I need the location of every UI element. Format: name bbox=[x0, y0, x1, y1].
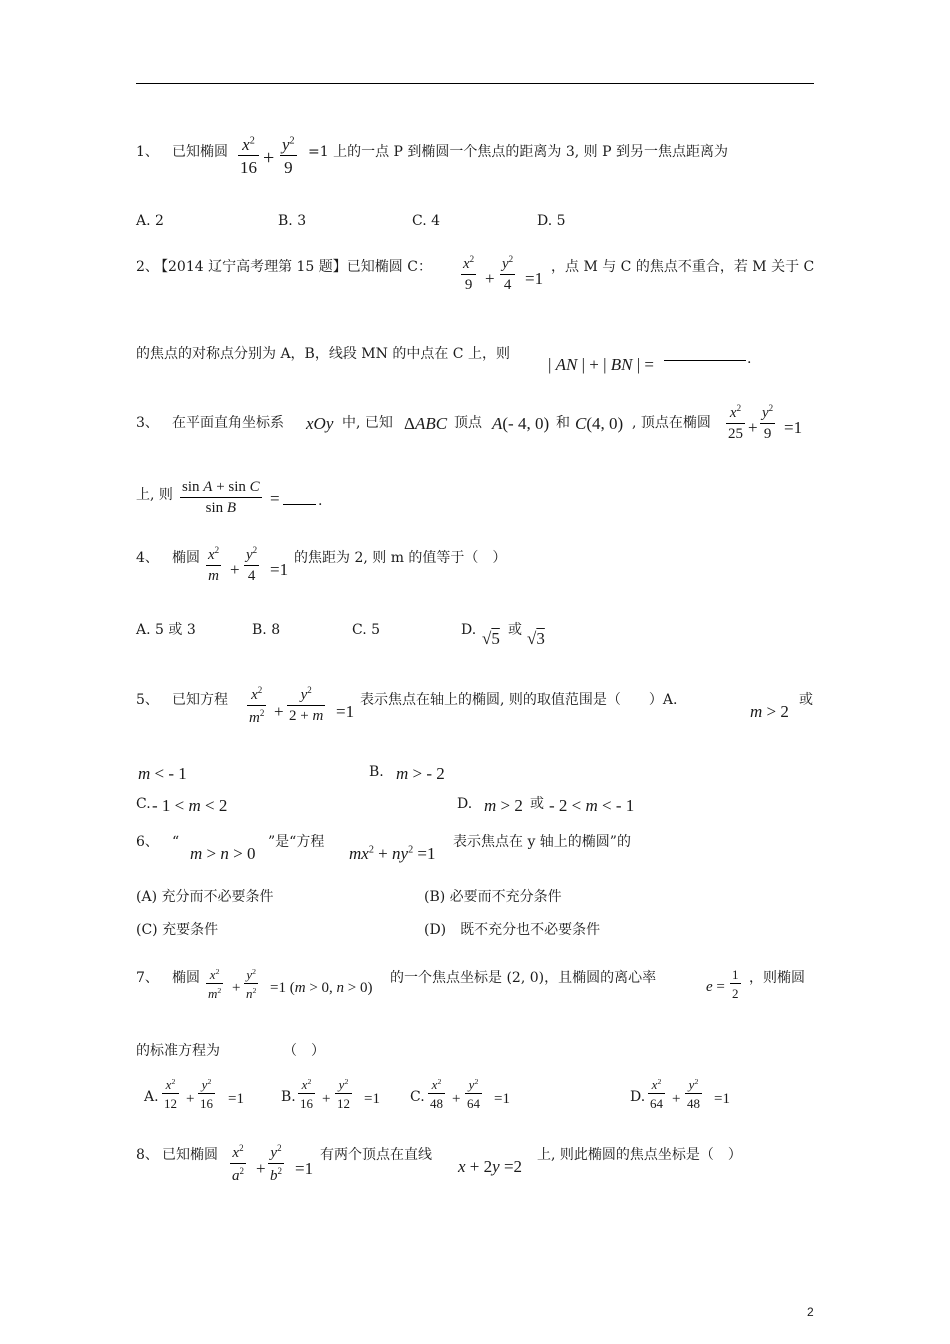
q6-option-b: (B) 必要而不充分条件 bbox=[424, 889, 562, 905]
q3-fraction-y: $y^2$ 9 bbox=[762, 403, 774, 442]
q3-point-a: A(- 4, 0) bbox=[492, 414, 550, 433]
q7-eccentricity-fraction: 1 2 bbox=[732, 967, 739, 1001]
q7-fraction-x: $x^2$ $m^2$ bbox=[208, 967, 222, 1002]
q1-option-c: C. 4 bbox=[412, 213, 441, 229]
q7-line2: 的标准方程为 （ ） bbox=[136, 1043, 325, 1059]
q4-option-d: D. bbox=[461, 622, 477, 638]
q7-option-c-fraction-y: $y^2$ 64 bbox=[467, 1077, 480, 1112]
page-number: 2 bbox=[807, 1305, 814, 1319]
q3-answer-blank bbox=[283, 503, 316, 505]
q2-text-pre: 【2014 辽宁高考理第 15 题】已知椭圆 C： bbox=[154, 259, 432, 275]
q4-sqrt5: √5 bbox=[482, 629, 500, 648]
q2-equals-one: =1 bbox=[525, 269, 544, 288]
q1-text-post: =1 上的一点 P 到椭圆一个焦点的距离为 3, 则 P 到另一焦点距离为 bbox=[308, 144, 728, 160]
q5-option-a-or: 或 bbox=[799, 692, 813, 708]
q2-answer-blank bbox=[664, 359, 746, 361]
q2-expression: | AN | + | BN | = bbox=[548, 355, 655, 374]
q3-xoy: xOy bbox=[306, 414, 334, 433]
q5-option-a-expr1: m > 2 bbox=[750, 702, 789, 721]
q7-option-c-fraction-x: $x^2$ 48 bbox=[430, 1077, 443, 1112]
header-rule bbox=[136, 83, 814, 84]
q5-option-c: C. bbox=[136, 796, 151, 812]
q3-plus: + bbox=[748, 418, 758, 437]
q7-option-d: D. bbox=[630, 1089, 646, 1105]
q4-text-pre: 椭圆 bbox=[172, 550, 200, 566]
q4-option-a: A. 5 或 3 bbox=[136, 622, 196, 638]
q7-option-c-plus: + bbox=[452, 1091, 461, 1107]
q7-equation-tail: =1 (m > 0, n > 0) bbox=[270, 980, 373, 996]
q4-number: 4、 bbox=[136, 550, 159, 566]
q6-open-quote: “ bbox=[172, 834, 180, 850]
q7-option-b-fraction-x: $x^2$ 16 bbox=[300, 1077, 313, 1112]
q5-fraction-y: $y^2$ 2 + m bbox=[289, 685, 324, 724]
q5-option-c-expr: - 1 < m < 2 bbox=[152, 796, 228, 815]
q7-text-pre: 椭圆 bbox=[172, 970, 200, 986]
q1-option-b: B. 3 bbox=[278, 213, 307, 229]
q7-plus: + bbox=[232, 980, 241, 996]
q5-plus: + bbox=[274, 702, 284, 721]
q7-option-b-equals: =1 bbox=[364, 1091, 380, 1107]
q4-option-d-or: 或 bbox=[508, 622, 522, 638]
q6-text-mid: ”是“方程 bbox=[268, 834, 325, 850]
q7-option-a-plus: + bbox=[186, 1091, 195, 1107]
q3-line2-pre: 上, 则 bbox=[136, 487, 173, 503]
q7-option-d-fraction-y: $y^2$ 48 bbox=[687, 1077, 700, 1112]
q1-plus: + bbox=[263, 147, 275, 169]
q7-option-c-equals: =1 bbox=[494, 1091, 510, 1107]
q6-condition: m > n > 0 bbox=[190, 844, 256, 863]
q3-equals: = bbox=[270, 489, 280, 508]
q3-text-1: 在平面直角坐标系 bbox=[172, 415, 284, 431]
q3-equals-one: =1 bbox=[784, 418, 803, 437]
q7-option-a-fraction-y: $y^2$ 16 bbox=[200, 1077, 213, 1112]
q4-option-b: B. 8 bbox=[252, 622, 281, 638]
q7-option-d-plus: + bbox=[672, 1091, 681, 1107]
q7-option-a-fraction-x: $x^2$ 12 bbox=[164, 1077, 177, 1112]
q1-number: 1、 bbox=[136, 144, 159, 160]
q7-fraction-y: $y^2$ $n^2$ bbox=[246, 967, 257, 1002]
q7-option-b-plus: + bbox=[322, 1091, 331, 1107]
q3-text-3: 顶点 bbox=[454, 415, 482, 431]
q3-triangle: ΔABC bbox=[404, 414, 448, 433]
q7-option-d-equals: =1 bbox=[714, 1091, 730, 1107]
q3-end: . bbox=[318, 493, 323, 509]
q4-fraction-y: $y^2$ 4 bbox=[246, 545, 258, 584]
q7-eccentricity-lhs: e = bbox=[706, 979, 725, 995]
q5-option-d-expr2: - 2 < m < - 1 bbox=[549, 796, 635, 815]
q5-option-d-or: 或 bbox=[530, 796, 544, 812]
q5-text-pre: 已知方程 bbox=[172, 692, 228, 708]
q8-plus: + bbox=[256, 1159, 266, 1178]
q3-text-4: 和 bbox=[556, 415, 570, 431]
q7-number: 7、 bbox=[136, 970, 159, 986]
q5-option-b: B. bbox=[369, 764, 384, 780]
q1-option-a: A. 2 bbox=[136, 213, 164, 229]
q5-fraction-x: $x^2$ $m^2$ bbox=[249, 685, 265, 726]
q1-fraction-x: $x^2$ 16 bbox=[240, 135, 257, 177]
q7-option-b-fraction-y: $y^2$ 12 bbox=[337, 1077, 350, 1112]
q4-fraction-x: $x^2$ m bbox=[208, 545, 220, 584]
q4-text-post: 的焦距为 2, 则 m 的值等于（ ） bbox=[294, 550, 507, 566]
q3-text-5: , 顶点在椭圆 bbox=[632, 415, 711, 431]
q1-fraction-y: $y^2$ 9 bbox=[282, 135, 295, 177]
q7-option-c: C. bbox=[410, 1089, 425, 1105]
q5-number: 5、 bbox=[136, 692, 159, 708]
q3-text-2: 中, 已知 bbox=[342, 415, 393, 431]
q4-plus: + bbox=[230, 560, 240, 579]
q4-sqrt3: √3 bbox=[527, 629, 545, 648]
q2-plus: + bbox=[485, 269, 495, 288]
q5-option-d: D. bbox=[457, 796, 473, 812]
q2-line2: 的焦点的对称点分别为 A，B，线段 MN 的中点在 C 上，则 bbox=[136, 346, 510, 362]
q7-text-post: ，则椭圆 bbox=[749, 970, 805, 986]
q7-option-b: B. bbox=[281, 1089, 296, 1105]
q7-option-d-fraction-x: $x^2$ 64 bbox=[650, 1077, 663, 1112]
q4-option-c: C. 5 bbox=[352, 622, 381, 638]
q6-option-c: (C) 充要条件 bbox=[136, 922, 219, 938]
q5-option-b-expr: m > - 2 bbox=[396, 764, 445, 783]
q8-text-post: 上, 则此椭圆的焦点坐标是（ ） bbox=[537, 1147, 742, 1163]
q6-option-a: (A) 充分而不必要条件 bbox=[136, 889, 274, 905]
q3-number: 3、 bbox=[136, 415, 159, 431]
q6-number: 6、 bbox=[136, 834, 159, 850]
q8-number: 8、 bbox=[136, 1147, 159, 1163]
q5-text-post: 表示焦点在轴上的椭圆, 则的取值范围是（ ）A. bbox=[360, 692, 678, 708]
q2-end: . bbox=[747, 351, 752, 367]
q8-equals-one: =1 bbox=[295, 1159, 314, 1178]
q1-text-pre: 已知椭圆 bbox=[172, 144, 228, 160]
q7-option-a: A. bbox=[144, 1089, 159, 1105]
q3-fraction-x: $x^2$ 25 bbox=[728, 403, 743, 442]
q7-option-a-equals: =1 bbox=[228, 1091, 244, 1107]
q6-option-d: (D) 既不充分也不必要条件 bbox=[424, 922, 601, 938]
q6-equation: $mx^2 + ny^2 =1$ bbox=[349, 844, 436, 863]
q5-option-a-expr2: m < - 1 bbox=[138, 764, 187, 783]
q5-equals-one: =1 bbox=[336, 702, 355, 721]
q6-text-post: 表示焦点在 y 轴上的椭圆”的 bbox=[453, 834, 631, 850]
q8-fraction-x: $x^2$ $a^2$ bbox=[232, 1143, 244, 1184]
q4-equals-one: =1 bbox=[270, 560, 289, 579]
q1-option-d: D. 5 bbox=[537, 213, 566, 229]
q8-text-pre: 已知椭圆 bbox=[162, 1147, 218, 1163]
q2-fraction-x: $x^2$ 9 bbox=[463, 254, 475, 293]
q2-number: 2、 bbox=[136, 259, 159, 275]
q2-text-post: ，点 M 与 C 的焦点不重合，若 M 关于 C bbox=[551, 259, 815, 275]
q3-ratio-fraction: sin A + sin C sin B bbox=[182, 479, 260, 516]
q2-fraction-y: $y^2$ 4 bbox=[502, 254, 514, 293]
q8-text-mid: 有两个顶点在直线 bbox=[320, 1147, 432, 1163]
q3-point-c: C(4, 0) bbox=[575, 414, 624, 433]
q8-line-equation: x + 2y =2 bbox=[458, 1157, 523, 1176]
q5-option-d-expr1: m > 2 bbox=[484, 796, 523, 815]
q8-fraction-y: $y^2$ $b^2$ bbox=[270, 1143, 282, 1184]
q7-text-mid: 的一个焦点坐标是 (2, 0)，且椭圆的离心率 bbox=[390, 970, 657, 986]
